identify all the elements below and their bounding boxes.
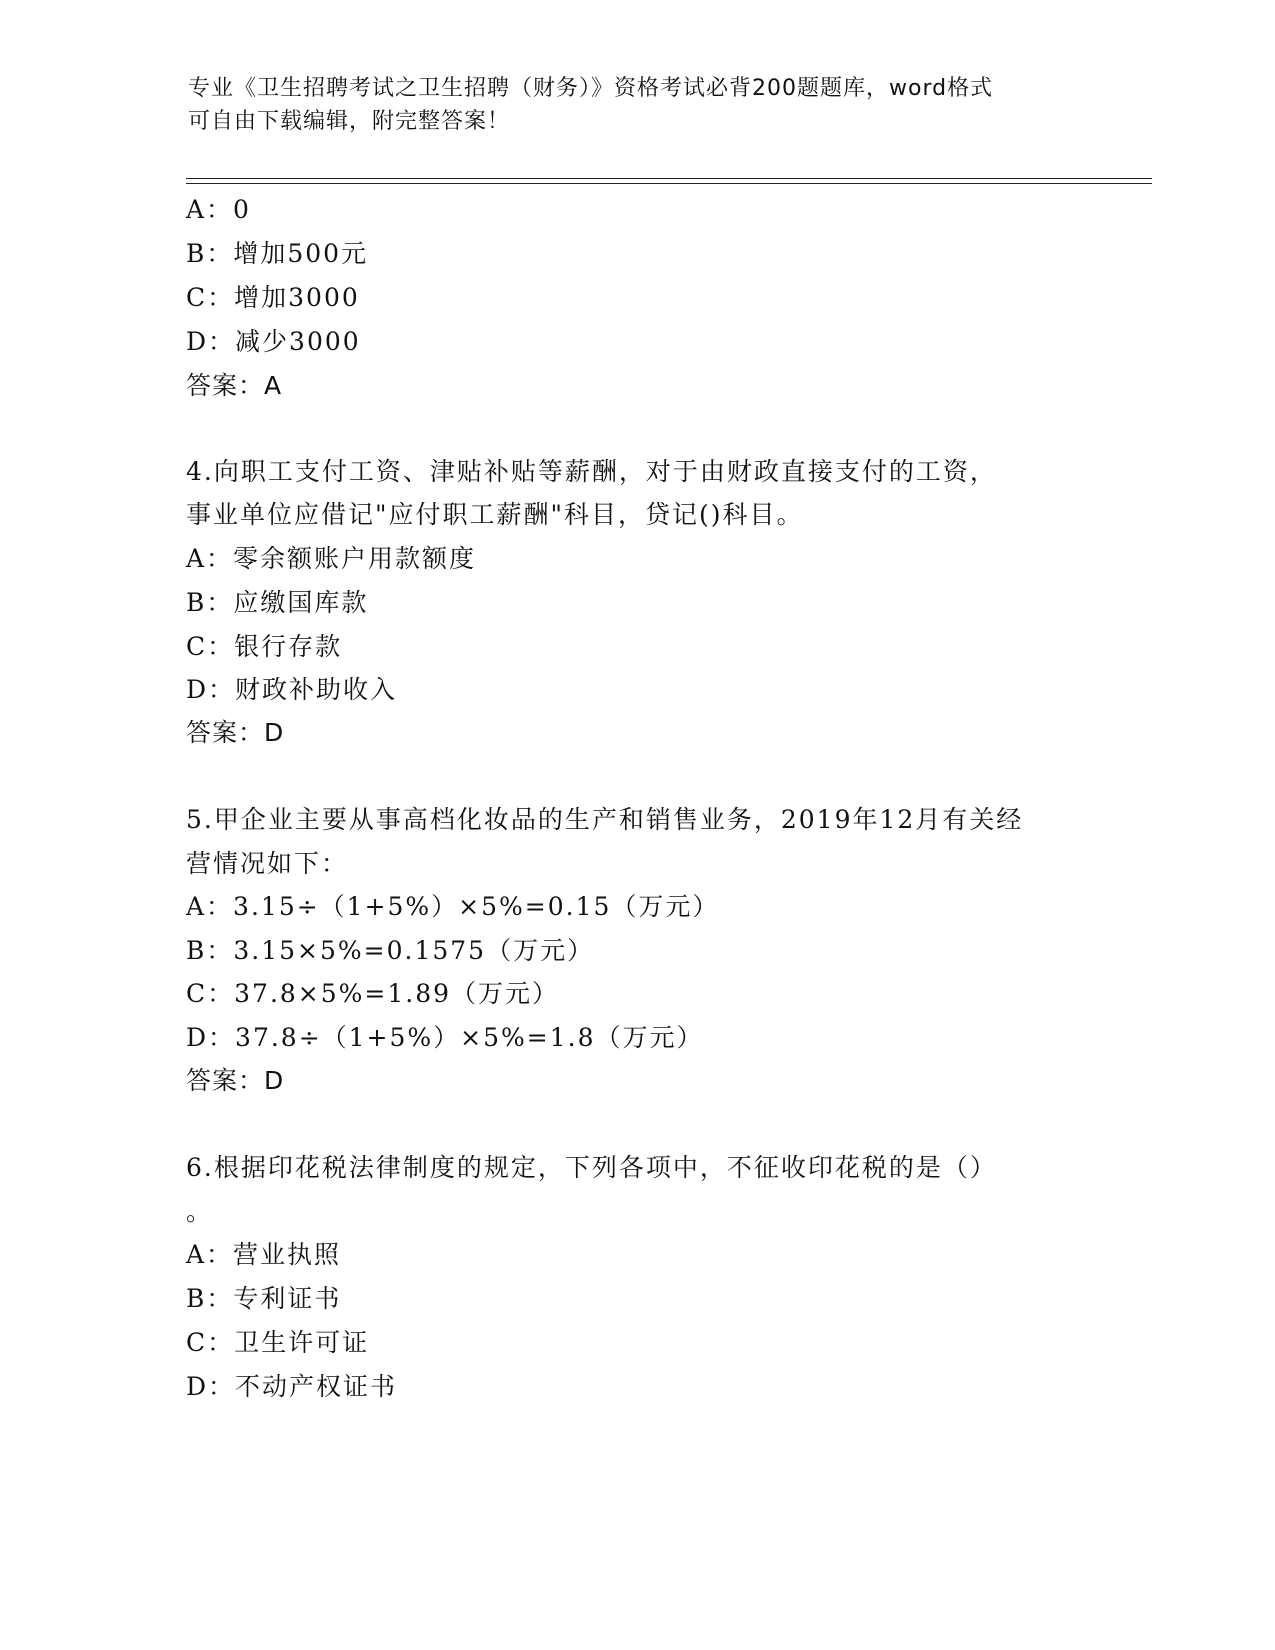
q6-option-d: D：不动产权证书 bbox=[186, 1372, 398, 1401]
q6-option-c: C：卫生许可证 bbox=[186, 1328, 370, 1357]
q3-option-d: D：减少3000 bbox=[186, 327, 361, 356]
document-header bbox=[188, 72, 1088, 138]
q5-answer: 答案：D bbox=[186, 1066, 285, 1095]
q6-option-b: B：专利证书 bbox=[186, 1284, 342, 1313]
header-divider-bottom bbox=[186, 183, 1152, 184]
q4-option-b: B：应缴国库款 bbox=[186, 588, 369, 617]
q5-stem-line-1: 5.甲企业主要从事高档化妆品的生产和销售业务，2019年12月有关经 bbox=[186, 805, 1024, 834]
q4-option-d: D：财政补助收入 bbox=[186, 675, 398, 704]
q3-answer: 答案：A bbox=[186, 371, 283, 400]
q3-option-b: B：增加500元 bbox=[186, 239, 369, 268]
header-title-line-1: 专业《卫生招聘考试之卫生招聘（财务）》资格考试必背200题题库，word格式 bbox=[188, 76, 994, 101]
q3-option-a: A：0 bbox=[186, 195, 251, 224]
q6-stem-line-2: 。 bbox=[186, 1197, 214, 1226]
q5-option-a: A：3.15÷（1+5%）×5%=0.15（万元） bbox=[186, 892, 720, 921]
q6-option-a: A：营业执照 bbox=[186, 1240, 342, 1269]
q5-option-c: C：37.8×5%=1.89（万元） bbox=[186, 979, 560, 1008]
q4-answer: 答案：D bbox=[186, 718, 285, 747]
q4-stem-line-2: 事业单位应借记"应付职工薪酬"科目，贷记()科目。 bbox=[186, 500, 804, 529]
q6-stem-line-1: 6.根据印花税法律制度的规定，下列各项中，不征收印花税的是（） bbox=[186, 1153, 997, 1182]
q5-option-d: D：37.8÷（1+5%）×5%=1.8（万元） bbox=[186, 1023, 704, 1052]
q5-stem-line-2: 营情况如下： bbox=[186, 849, 349, 878]
q5-option-b: B：3.15×5%=0.1575（万元） bbox=[186, 936, 595, 965]
header-divider-top bbox=[186, 178, 1152, 179]
q4-option-a: A：零余额账户用款额度 bbox=[186, 544, 477, 573]
header-title-line-2: 可自由下载编辑，附完整答案！ bbox=[188, 109, 511, 134]
q4-stem-line-1: 4.向职工支付工资、津贴补贴等薪酬，对于由财政直接支付的工资， bbox=[186, 457, 997, 486]
q3-option-c: C：增加3000 bbox=[186, 283, 360, 312]
q4-option-c: C：银行存款 bbox=[186, 632, 343, 661]
